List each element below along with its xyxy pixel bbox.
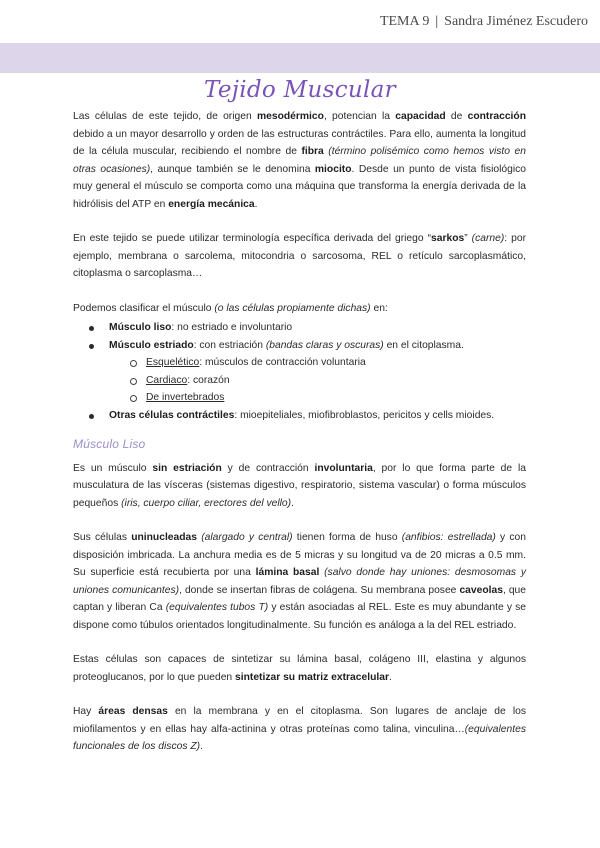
bullet-icon xyxy=(89,326,94,331)
bullet-icon xyxy=(89,344,94,349)
header-separator: | xyxy=(435,13,439,29)
list-item-estriado: Músculo estriado: con estriación (bandas claras y oscuras) en el citoplasma. xyxy=(73,337,526,355)
circle-bullet-icon xyxy=(130,378,137,385)
page-title: Tejido Muscular xyxy=(204,77,396,103)
classification-list xyxy=(73,319,526,354)
section-heading-musculo-liso: Músculo Liso xyxy=(73,437,146,451)
paragraph-classification: Podemos clasificar el músculo (o las células propiamente dichas) en: xyxy=(73,302,388,314)
header-band xyxy=(0,43,600,73)
list-item-otras: Otras células contráctiles: mioepiteliales, miofibroblastos, pericitos y cells mioides. xyxy=(73,407,526,425)
circle-bullet-icon xyxy=(130,395,137,402)
classification-list-cont xyxy=(73,407,526,425)
paragraph-liso-cells: Sus células uninucleadas (alargado y central) tienen forma de huso (anfibios: estrellada) y con disposición imbricada. La anchura media es de 5 micras y su longitud va de 20 micras a 0.5 mm. Su superficie está recubierta por una lámina basal (salvo donde hay uniones: desmosomas y uniones comunicantes), donde se insertan fibras de colágena. Su membrana posee caveolas, que captan y liberan Ca (equivalentes tubos T) y están asociadas al REL. Este es muy abundante y se dispone como túbulos orientados longitudinalmente. Su función es análoga a la del REL estriado. xyxy=(73,532,527,631)
header-author: Sandra Jiménez Escudero xyxy=(444,13,588,29)
document-body xyxy=(73,108,526,773)
list-item-invertebrados: De invertebrados xyxy=(73,389,526,407)
list-item-esqueletico: Esquelético: músculos de contracción voluntaria xyxy=(73,354,526,372)
paragraph-intro: Las células de este tejido, de origen mesodérmico, potencian la capacidad de contracción debido a un mayor desarrollo y orden de las estructuras contráctiles. Para ello, aumenta la longitud de la célula muscular, recibiendo el nombre de fibra (término polisémico como hemos visto en otras ocasiones), aunque también se le denomina miocito. Desde un punto de vista fisiológico muy general el músculo se comporta como una máquina que transforma la energía derivada de la hidrólisis del ATP en energía mecánica. xyxy=(73,111,526,210)
list-item-cardiaco: Cardiaco: corazón xyxy=(73,372,526,390)
paragraph-liso-description: Es un músculo sin estriación y de contracción involuntaria, por lo que forma parte de la musculatura de las vísceras (sistemas digestivo, respiratorio, sistema vascular) o forma músculos pequeños (iris, cuerpo ciliar, erectores del vello). xyxy=(73,462,527,509)
circle-bullet-icon xyxy=(130,360,137,367)
striated-sublist xyxy=(73,354,526,407)
header-tema: TEMA 9 xyxy=(379,13,430,29)
bullet-icon xyxy=(89,414,94,419)
page-header xyxy=(0,0,600,43)
paragraph-liso-dense-areas: Hay áreas densas en la membrana y en el citoplasma. Son lugares de anclaje de los miofilamentos y en ellas hay alfa-actinina y otras proteínas como talina, vinculina…(equivalentes funcionales de los discos Z). xyxy=(73,706,526,752)
list-item-liso: Músculo liso: no estriado e involuntario xyxy=(73,319,526,337)
paragraph-liso-synthesis: Estas células son capaces de sintetizar su lámina basal, colágeno III, elastina y algunos proteoglucanos, por lo que pueden sintetizar su matriz extracelular. xyxy=(73,654,526,683)
paragraph-terminology: En este tejido se puede utilizar terminología específica derivada del griego “sarkos” (carne): por ejemplo, membrana o sarcolema, mitocondria o sarcosoma, REL o retículo sarcoplasmático, citoplasma o sarcoplasma… xyxy=(73,233,527,279)
